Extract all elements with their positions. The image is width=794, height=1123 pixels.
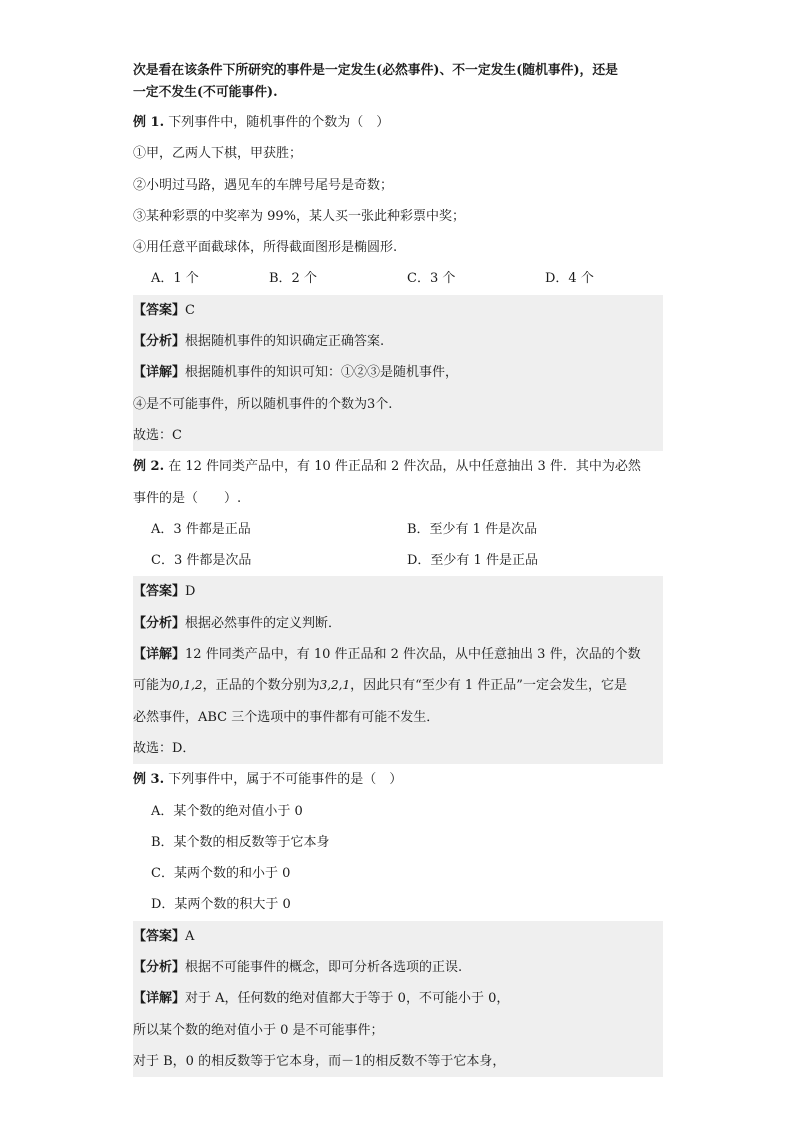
example-3-question: 下列事件中，属于不可能事件的是（ ） <box>168 772 403 788</box>
analysis-tag: 【分析】 <box>133 960 186 976</box>
example-1-item-3: ③某种彩票的中奖率为 99%，某人买一张此种彩票中奖； <box>133 208 466 224</box>
detail-text-b: ，正品的个数分别为 <box>202 678 320 694</box>
option-b: B．至少有 1 件是次品 <box>407 521 538 537</box>
detail-tag: 【详解】 <box>133 365 186 381</box>
detail-text: 对于 A，任何数的绝对值都大于等于 0，不可能小于 0， <box>185 991 510 1007</box>
example-2-detail-1 <box>133 639 663 670</box>
answer-value: C <box>185 302 195 318</box>
example-1-detail-2: ④是不可能事件，所以随机事件的个数为3个. <box>133 389 663 420</box>
example-1-stem <box>133 107 663 138</box>
detail-tag: 【详解】 <box>133 991 186 1007</box>
example-2-analysis <box>133 608 663 639</box>
answer-tag: 【答案】 <box>133 302 186 318</box>
example-3-detail-2: 所以某个数的绝对值小于 0 是不可能事件； <box>133 1015 663 1046</box>
detail-math-2: 3,2,1 <box>319 678 351 693</box>
example-3-option-a: A．某个数的绝对值小于 0 <box>151 803 303 819</box>
example-3-stem <box>133 764 663 795</box>
example-1-conclusion: 故选：C <box>133 420 663 451</box>
example-1-answer <box>133 295 663 326</box>
example-2-label: 例 2. <box>133 459 165 475</box>
example-3-option-b: B．某个数的相反数等于它本身 <box>151 834 330 850</box>
example-1-analysis <box>133 326 663 357</box>
intro-line-2: 一定不发生(不可能事件). <box>133 85 278 100</box>
answer-tag: 【答案】 <box>133 928 186 944</box>
example-2-options-row-1 <box>133 514 663 545</box>
answer-value: A <box>185 928 195 944</box>
example-1-label: 例 1. <box>133 115 165 130</box>
example-2-conclusion: 故选：D． <box>133 733 663 764</box>
example-2-detail-2 <box>133 670 663 701</box>
example-1-item-2: ②小明过马路，遇见车的车牌号尾号是奇数； <box>133 177 394 193</box>
option-b: B．2 个 <box>269 271 317 287</box>
example-1-options <box>133 263 663 294</box>
example-1-item-4: ④用任意平面截球体，所得截面图形是椭圆形. <box>133 240 398 256</box>
example-2-answer <box>133 576 663 607</box>
option-a: A．1 个 <box>151 271 199 287</box>
detail-text-c: ，因此只有“至少有 1 件正品”一定会发生，它是 <box>350 678 627 694</box>
detail-tag: 【详解】 <box>133 647 186 663</box>
example-3-answer <box>133 921 663 952</box>
example-2-stem-1 <box>133 451 663 482</box>
option-c: C．3 个 <box>407 271 456 287</box>
example-1-item-1: ①甲，乙两人下棋，甲获胜； <box>133 146 303 162</box>
detail-text: 12 件同类产品中，有 10 件正品和 2 件次品，从中任意抽出 3 件，次品的个数 <box>185 647 641 663</box>
example-3-detail-3: 对于 B，0 的相反数等于它本身，而－1的相反数不等于它本身， <box>133 1046 663 1077</box>
detail-math-1: 0,1,2 <box>172 678 203 693</box>
example-2-detail-3: 必然事件，ABC 三个选项中的事件都有可能不发生． <box>133 702 663 733</box>
analysis-tag: 【分析】 <box>133 334 186 350</box>
option-a: A．3 件都是正品 <box>151 521 251 537</box>
detail-text-a: 可能为 <box>133 678 173 694</box>
example-2-options-row-2 <box>133 545 663 576</box>
example-1-detail-1 <box>133 357 663 388</box>
answer-tag: 【答案】 <box>133 584 186 600</box>
example-3-analysis <box>133 952 663 983</box>
analysis-tag: 【分析】 <box>133 615 186 631</box>
example-3-label: 例 3. <box>133 772 165 788</box>
example-1-question: 下列事件中，随机事件的个数为（ ） <box>168 115 390 130</box>
detail-text: 根据随机事件的知识可知：①②③是随机事件， <box>185 365 459 381</box>
analysis-text: 根据随机事件的知识确定正确答案. <box>185 334 385 350</box>
example-3-detail-1 <box>133 983 663 1014</box>
option-d: D．4 个 <box>545 271 594 287</box>
option-d: D．至少有 1 件是正品 <box>407 553 538 569</box>
analysis-text: 根据必然事件的定义判断． <box>185 615 342 631</box>
intro-line-1: 次是看在该条件下所研究的事件是一定发生(必然事件)、不一定发生(随机事件)，还是 <box>133 63 618 78</box>
analysis-text: 根据不可能事件的概念，即可分析各选项的正误. <box>185 960 463 976</box>
answer-value: D <box>185 584 196 600</box>
example-2-question: 在 12 件同类产品中，有 10 件正品和 2 件次品，从中任意抽出 3 件．其中为必然 <box>168 459 641 475</box>
example-2-stem-2: 事件的是（ ）. <box>133 490 242 506</box>
example-3-option-c: C．某两个数的和小于 0 <box>151 866 291 882</box>
example-3-option-d: D．某两个数的积大于 0 <box>151 897 291 913</box>
option-c: C．3 件都是次品 <box>151 553 252 569</box>
document-content <box>133 58 663 1077</box>
